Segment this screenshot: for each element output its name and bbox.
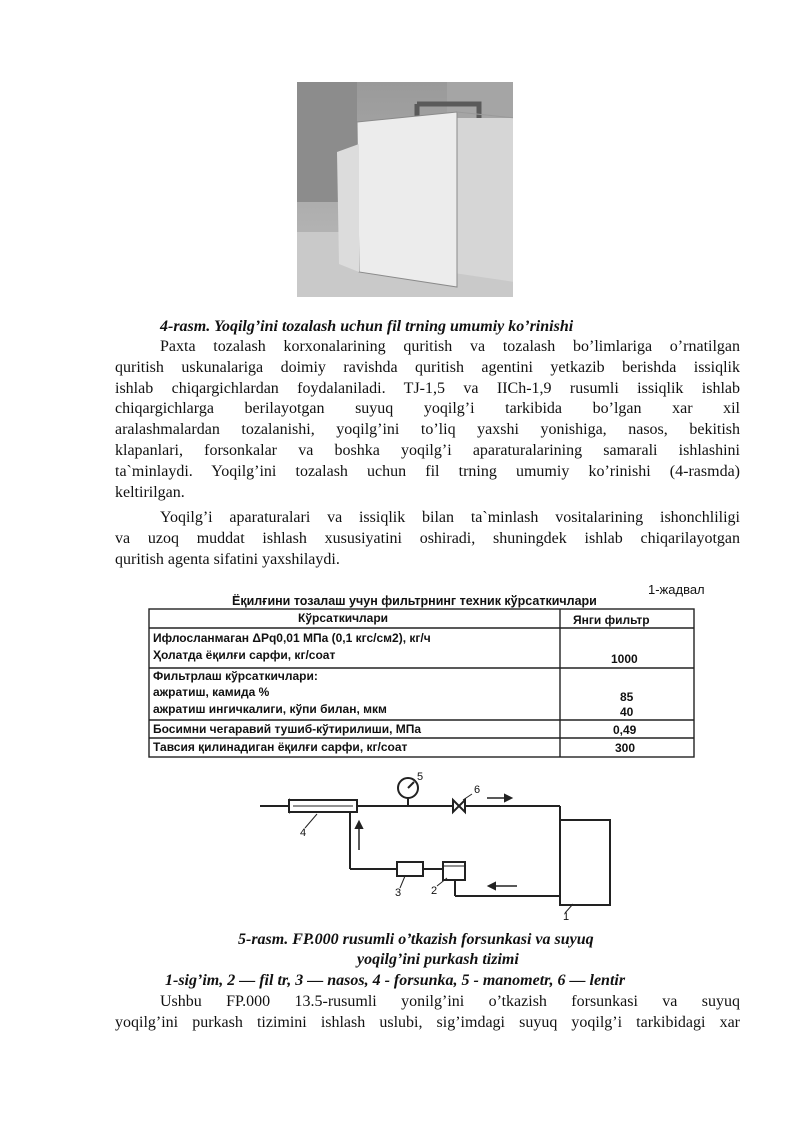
table-header: Янги фильтр bbox=[573, 613, 650, 627]
table-cell: ажратиш ингичкалиги, кўпи билан, мкм bbox=[153, 702, 387, 716]
diagram-label: 3 bbox=[395, 887, 402, 899]
text-line: ta`minlaydi. Yoqilg’ini tozalash uchun fil trning umumiy ko’rinishi (4-rasmda) bbox=[115, 462, 740, 480]
text-line: ishlab chiqargichlardan foydalaniladi. TJ-1,5 va IICh-1,9 rusumli issiqlik ishlab bbox=[115, 379, 740, 397]
paragraph-2 bbox=[115, 508, 740, 570]
text-line: quritish agenta sifatini yaxshilaydi. bbox=[115, 550, 340, 568]
diagram-label: 2 bbox=[431, 885, 438, 897]
text-line: quritish uskunalariga doimiy ravishda quritish agentini yetkazib berishda issiqlik bbox=[115, 358, 740, 376]
table-header: Кўрсаткичлари bbox=[298, 611, 389, 625]
text-line: Paxta tozalash korxonalarining quritish va tozalash bo’limlariga o’rnatilgan bbox=[160, 338, 740, 355]
figure5-caption-line1: 5-rasm. FP.000 rusumli o’tkazish forsunkasi va suyuq bbox=[238, 931, 594, 948]
paragraph-1 bbox=[115, 337, 740, 503]
spray-system-diagram bbox=[255, 770, 615, 920]
table-cell: Ҳолатда ёқилғи сарфи, кг/соат bbox=[153, 648, 336, 662]
table-cell: Ифлосланмаган ΔPq0,01 МПа (0,1 кгс/см2), кг/ч bbox=[153, 631, 431, 645]
diagram-label: 1 bbox=[563, 911, 570, 920]
table-cell: 0,49 bbox=[613, 723, 637, 737]
text-line: aralashmalardan tozalanishi, yoqilg’ini to’liq yaxshi yonishiga, nasos, bekitish bbox=[115, 421, 740, 439]
table-cell: Босимни чегаравий тушиб-кўтирилиши, МПа bbox=[153, 722, 422, 736]
table-cell: ажратиш, камида % bbox=[153, 685, 270, 699]
table-cell: 85 bbox=[620, 690, 634, 704]
table-cell: Тавсия қилинадиган ёқилғи сарфи, кг/соат bbox=[153, 740, 408, 754]
table-number: 1-жадвал bbox=[648, 582, 705, 597]
filter-photo bbox=[297, 82, 513, 297]
figure4-caption: 4-rasm. Yoqilg’ini tozalash uchun fil trning umumiy ko’rinishi bbox=[160, 318, 574, 335]
text-line: va uzoq muddat ishlash xususiyatini oshiradi, shuningdek ishlab chiqarilayotgan bbox=[115, 529, 740, 547]
table-cell: 300 bbox=[615, 741, 636, 755]
text-line: Ushbu FP.000 13.5-rusumli yonilg’ini o’tkazish forsunkasi va suyuq bbox=[160, 993, 740, 1010]
figure5-legend: 1-sig’im, 2 — fil tr, 3 — nasos, 4 - forsunka, 5 - manometr, 6 — lentir bbox=[165, 972, 626, 989]
text-line: chiqargichlarga berilayotgan suyuq yoqilg’i tarkibida bo’lgan xar xil bbox=[115, 400, 740, 418]
specs-table bbox=[148, 608, 695, 758]
table-cell: 40 bbox=[620, 705, 634, 719]
text-line: Yoqilg’i aparaturalari va issiqlik bilan ta`minlash vositalarining ishonchliligi bbox=[160, 509, 740, 526]
table-cell: Фильтрлаш кўрсаткичлари: bbox=[153, 669, 318, 683]
figure5-caption-line2: yoqilg’ini purkash tizimi bbox=[357, 951, 519, 968]
text-line: yoqilg’ini purkash tizimini ishlash uslubi, sig’imdagi suyuq yoqilg’i tarkibidagi xar bbox=[115, 1013, 740, 1031]
diagram-label: 6 bbox=[474, 784, 481, 796]
table-cell: 1000 bbox=[611, 652, 638, 666]
text-line: klapanlari, forsonkalar va boshka yoqilg’i aparaturalarining samarali ishlashini bbox=[115, 441, 740, 459]
diagram-label: 4 bbox=[300, 827, 307, 839]
table-title: Ёқилғини тозалаш учун фильтрнинг техник кўрсаткичлари bbox=[232, 594, 597, 608]
text-line: keltirilgan. bbox=[115, 483, 185, 501]
diagram-label: 5 bbox=[417, 771, 424, 783]
paragraph-3 bbox=[115, 992, 740, 1034]
